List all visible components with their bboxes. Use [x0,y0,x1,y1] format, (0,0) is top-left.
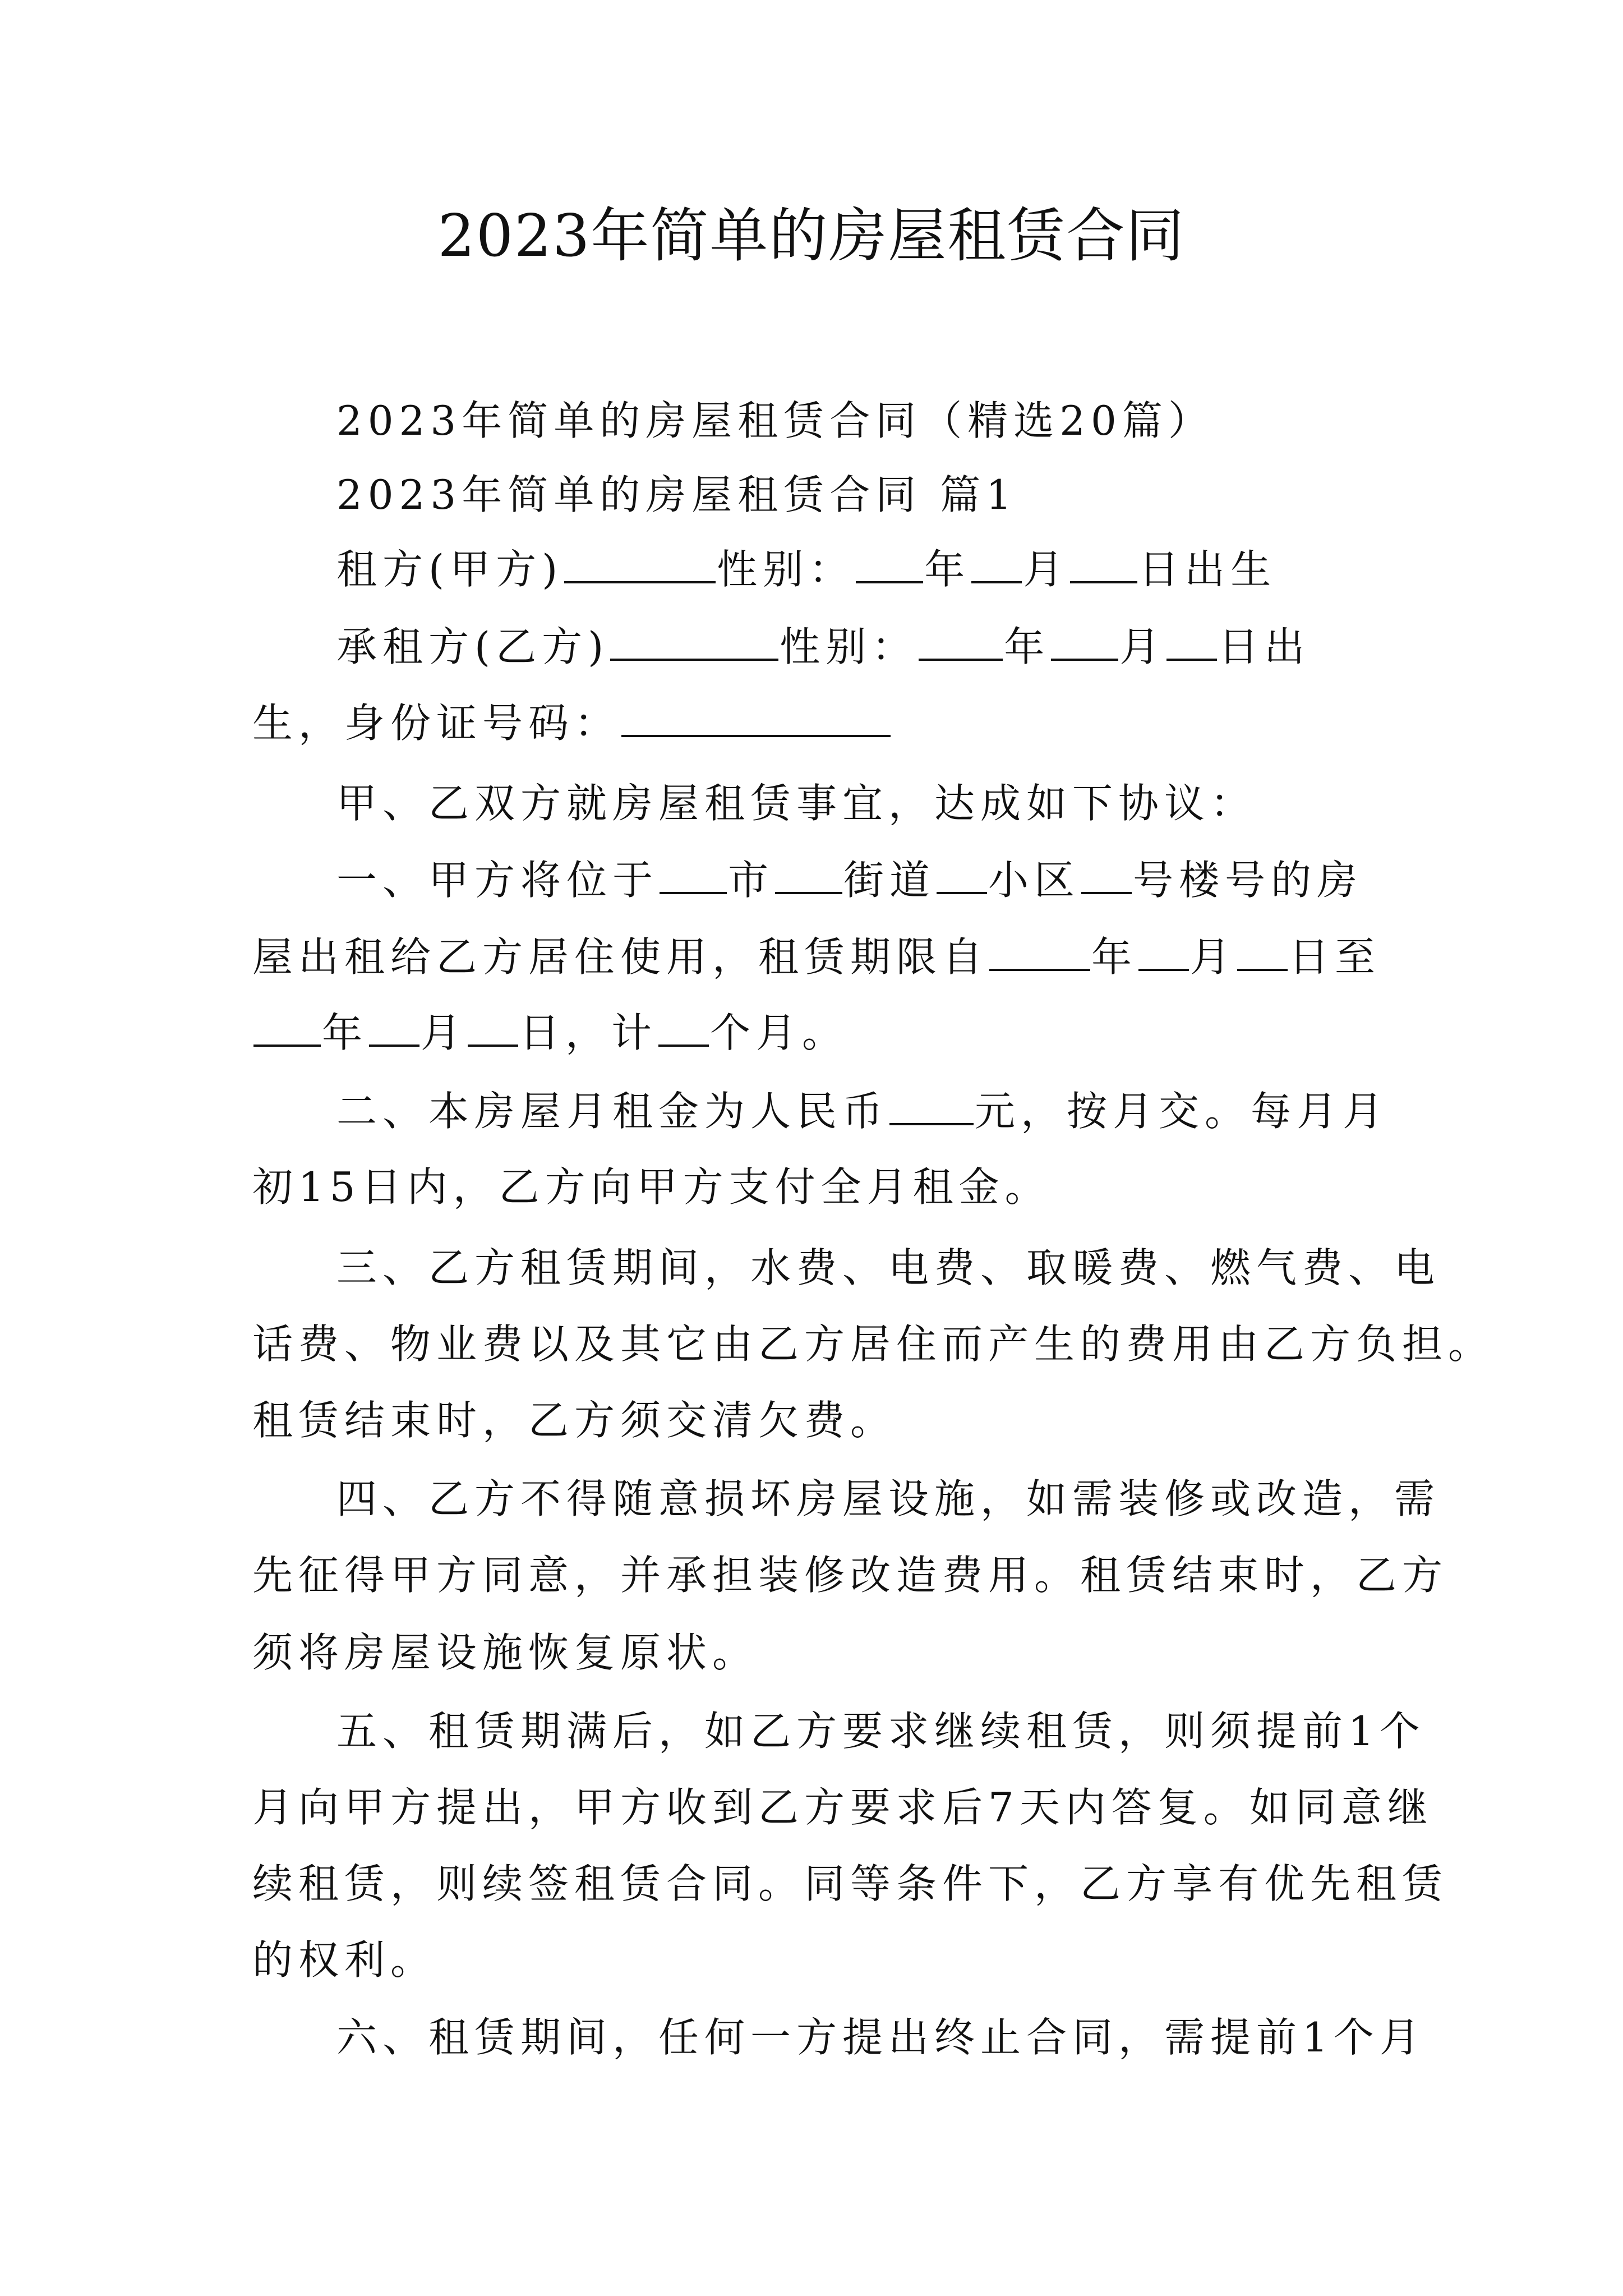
body-line [252,694,1385,751]
text-run: 月 [1023,546,1069,593]
fill-in-blank [564,541,716,583]
text-run: 租赁结束时，乙方须交清欠费。 [252,1397,897,1444]
text-run: 二、本房屋月租金为人民币 [336,1088,889,1135]
text-run: 日，计 [519,1009,658,1056]
text-run: 甲、乙双方就房屋租赁事宜，达成如下协议： [336,780,1257,827]
fill-in-blank [775,852,842,894]
text-run: 四、乙方不得随意损坏房屋设施，如需装修或改造，需 [336,1475,1441,1522]
fill-in-blank [1081,852,1132,894]
text-run: 小区 [988,857,1081,904]
text-run: 年 [1091,933,1138,981]
body-line [336,1471,1441,1527]
text-run: 街道 [843,857,936,904]
body-line [336,618,1385,675]
body-line [336,2009,1426,2065]
fill-in-blank [253,1004,321,1047]
text-run: 个月。 [710,1009,849,1056]
fill-in-blank [1070,541,1137,583]
fill-in-blank [856,541,923,583]
text-run: 承租方(乙方) [336,623,610,670]
body-line [252,1392,1385,1448]
body-line [252,1316,1495,1372]
text-run: 号楼号的房 [1133,857,1363,904]
body-line [336,541,1385,597]
body-line [336,852,1385,908]
text-run: 生，身份证号码： [252,700,621,747]
body-line [252,928,1385,985]
text-run: 年 [322,1009,368,1056]
text-run: 三、乙方租赁期间，水费、电费、取暖费、燃气费、电 [336,1244,1441,1291]
text-run: 六、租赁期间，任何一方提出终止合同，需提前1个月 [336,2014,1426,2061]
body-line [252,1159,1385,1215]
fill-in-blank [369,1004,419,1047]
body-line [252,1856,1449,1912]
body-line [336,393,1385,449]
text-run: 日出 [1218,623,1311,670]
text-run: 屋出租给乙方居住使用，租赁期限自 [252,933,989,981]
text-run: 日出生 [1138,546,1277,593]
fill-in-blank [937,852,987,894]
body-line [252,1625,1385,1681]
fill-in-blank [1138,928,1189,971]
fill-in-blank [658,1004,709,1047]
fill-in-blank [971,541,1022,583]
body-line [336,775,1385,831]
document-title: 2023年简单的房屋租赁合同 [437,201,1186,270]
text-run: 年 [1004,623,1050,670]
text-run: 性别： [717,546,855,593]
fill-in-blank [989,928,1090,971]
fill-in-blank [660,852,727,894]
text-run: 一、甲方将位于 [336,857,659,904]
text-run: 初15日内，乙方向甲方支付全月租金。 [252,1163,1051,1211]
text-run: 元，按月交。每月月 [975,1088,1389,1135]
text-run: 月 [421,1009,467,1056]
fill-in-blank [919,618,1003,661]
fill-in-blank [889,1083,974,1125]
text-run: 性别： [780,623,918,670]
body-line [252,1547,1449,1603]
text-run: 月向甲方提出，甲方收到乙方要求后7天内答复。如同意继 [252,1784,1433,1831]
body-line [252,1932,1385,1988]
fill-in-blank [621,694,891,737]
body-line [336,1240,1441,1296]
text-run: 日至 [1289,933,1381,981]
text-run: 续租赁，则续签租赁合同。同等条件下，乙方享有优先租赁 [252,1860,1449,1907]
body-line [252,1779,1433,1835]
text-run: 月 [1190,933,1237,981]
text-run: 的权利。 [252,1936,437,1984]
text-run: 2023年简单的房屋租赁合同 篇1 [336,471,1017,518]
text-run: 须将房屋设施恢复原状。 [252,1629,759,1676]
text-run: 租方(甲方) [336,546,564,593]
text-run: 话费、物业费以及其它由乙方居住而产生的费用由乙方负担。 [252,1320,1495,1368]
fill-in-blank [468,1004,518,1047]
text-run: 市 [728,857,774,904]
text-run: 先征得甲方同意，并承担装修改造费用。租赁结束时，乙方 [252,1552,1449,1599]
fill-in-blank [1237,928,1288,971]
body-line [336,467,1385,523]
body-line [336,1083,1389,1139]
body-line [336,1703,1426,1759]
body-line [252,1004,1385,1061]
fill-in-blank [610,618,778,661]
fill-in-blank [1166,618,1217,661]
fill-in-blank [1051,618,1118,661]
text-run: 月 [1119,623,1166,670]
text-run: 年 [924,546,971,593]
text-run: 2023年简单的房屋租赁合同（精选20篇） [336,397,1214,444]
text-run: 五、租赁期满后，如乙方要求继续租赁，则须提前1个 [336,1708,1426,1755]
